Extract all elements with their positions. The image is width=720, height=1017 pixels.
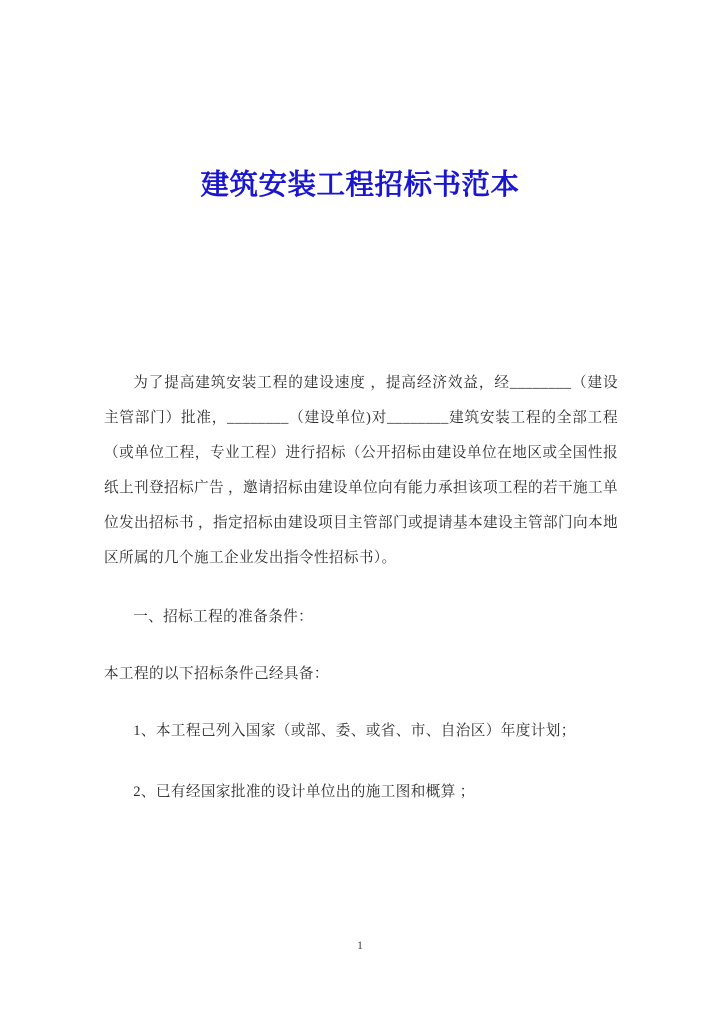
section-one-heading: 一、招标工程的准备条件： xyxy=(133,609,314,625)
page-number: 1 xyxy=(357,938,363,952)
document-body xyxy=(104,366,623,810)
spacer xyxy=(104,749,618,775)
spacer xyxy=(104,692,618,714)
paragraph-intro: 为了提高建筑安装工程的建设速度 ，提高经济效益，经________（建设主管部门）批准，________（建设单位)对________建筑安装工程的全部工程 （或单位工程，专业工程）进行招标（公开招标由建设单位在地区或全国性报纸上刊登招标广告 ，邀请招标由建设单位向有能力承担该项工程的若干施工单位发出招标书 ，指定招标由建设项目主管部门或提请基本建设主管部门向本地区所属的几个施工企业发出指令性招标书）。 xyxy=(104,375,623,566)
spacer xyxy=(104,576,618,600)
list-item-2: 2、已有经国家批准的设计单位出的施工图和概算 ； xyxy=(133,784,475,800)
section-one-lead: 本工程的以下招标条件己经具备： xyxy=(104,666,329,682)
spacer xyxy=(104,635,618,657)
list-item-1: 1、本工程己列入国家（或部、委、或省、市、自治区）年度计划； xyxy=(133,723,576,739)
page-title: 建筑安装工程招标书范本 xyxy=(200,169,520,201)
